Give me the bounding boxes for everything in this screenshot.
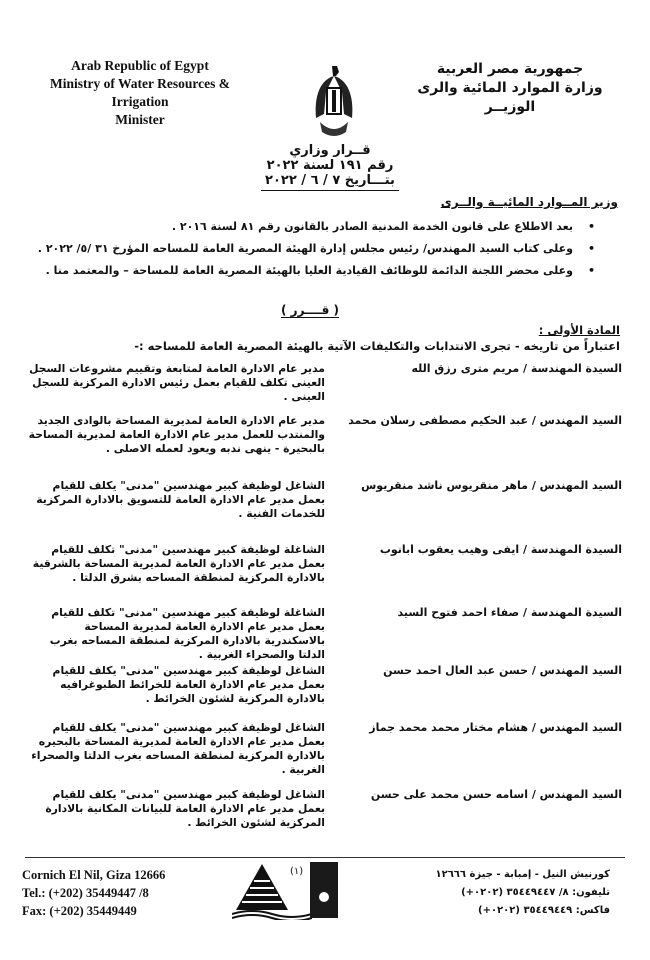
footer-divider [25,857,625,858]
assignment-desc: الشاغل لوظيفة كبير مهندسين "مدنى" يكلف للقيام بعمل مدير عام الادارة العامة للبيانات المكانية بالادارة المركزية لشئون الخرائط . [45,788,325,829]
minister-line: وزير المــوارد المائيــة والــرى [440,195,618,209]
assignee-name: السيد المهندس / عبد الحكيم مصطفى رسلان محمد [348,414,622,427]
header-english [20,57,260,129]
preamble-item: • بعد الاطلاع على قانون الخدمة المدنية الصادر بالقانون رقم ٨١ لسنة ٢٠١٦ . [171,220,595,233]
footer-fax: Fax: (+202) 35449449 [22,904,137,918]
assignee-name: السيدة المهندسة / ايفى وهيب يعقوب ابانوب [379,543,622,556]
assignee-name: السيد المهندس / ماهر منقريوس ناشد منقريوس [361,479,622,492]
assignee-name: السيد المهندس / اسامه حسن محمد على حسن [370,788,622,801]
header-ar-line: الوزيــر [484,99,536,115]
header-ar-line: وزارة الموارد المائية والرى [417,80,603,96]
assignment-desc: مدير عام الادارة العامة لمتابعة وتقييم مشروعات السجل العينى تكلف للقيام بعمل رئيس الادارة المركزية للسجل العينى . [29,362,325,403]
assignee-name: السيدة المهندسة / صفاء احمد فتوح السيد [397,606,622,619]
assignment-desc: الشاغل لوظيفة كبير مهندسين "مدنى" يكلف للقيام بعمل مدير عام الادارة العامة للخرائط الطبوغرافيه بالادارة المركزية لشئون الخرائط . [52,664,325,705]
assignee-name: السيدة المهندسة / مريم مترى رزق الله [411,362,622,375]
footer-english [22,866,165,920]
decree-header [230,143,430,191]
wordmark-block [310,862,338,918]
footer-fax-ar: فاكس: ٣٥٤٤٩٤٤٩ (٠٢٠٢+) [478,905,610,916]
decree-title: قــرار وزاري [289,143,371,158]
preamble-text: وعلى كتاب السيد المهندس/ رئيس مجلس إدارة الهيئة المصرية العامة للمساحه المؤرخ ٣١ /٥/ ٢٠٢٢ . [37,242,573,255]
header-en-line: Minister [115,112,165,127]
decree-date: بتـــاريخ ٧ / ٦ / ٢٠٢٢ [261,173,399,191]
preamble-list [35,216,595,282]
header-en-line: Ministry of Water Resources & Irrigation [50,76,230,109]
footer-tel-ar: تليفون: ٨/ ٣٥٤٤٩٤٤٧ (٠٢٠٢+) [461,887,610,898]
assignee-name: السيد المهندس / حسن عبد العال احمد حسن [383,664,622,677]
eagle-emblem-icon [310,62,358,142]
assignment-desc: الشاغلة لوظيفة كبير مهندسين "مدنى" تكلف للقيام بعمل مدير عام الادارة العامة لمديرية المساحة بالشرقية بالادارة المركزية لمنطقة المساحه بشرق الدلتا . [32,543,325,584]
decree-number: رقم ١٩١ لسنة ٢٠٢٢ [266,158,394,173]
assignment-desc: الشاغل لوظيفة كبير مهندسين "مدنى" يكلف للقيام بعمل مدير عام الادارة العامة للتسويق بالادارة المركزية للخدمات الفنية . [36,479,325,520]
assignment-desc: الشاغل لوظيفة كبير مهندسين "مدنى" يكلف للقيام بعمل مدير عام الادارة العامة لمديرية المساحة بالبحيره بالادارة المركزية لمنطقة المساحه بغرب الدلتا والصحراء الغربية . [31,721,325,776]
decided-text: ( قــــرر ) [281,303,339,317]
assignment-desc: الشاغلة لوظيفة كبير مهندسين "مدنى" تكلف للقيام بعمل مدير عام الادارة العامة لمديرية المساحة بالاسكندرية بالادارة المركزية لمنطقة المساحه بغرب الدلتا والصحراء الغربية . [49,606,325,661]
preamble-text: وعلى محضر اللجنة الدائمة للوظائف القيادية العليا بالهيئة المصرية العامة للمساحة – والمعتمد منا . [45,264,573,277]
preamble-item: • وعلى محضر اللجنة الدائمة للوظائف القيادية العليا بالهيئة المصرية العامة للمساحة – والمعتمد منا . [45,264,595,277]
article-intro: اعتباراً من تاريخه - تجرى الانتدابات والتكليفات الآتية بالهيئة المصرية العامة للمساحه :- [134,339,620,353]
article-one [134,322,620,354]
header-ar-line: جمهورية مصر العربية [436,61,584,77]
footer-tel: Tel.: (+202) 35449447 /8 [22,886,149,900]
preamble-text: بعد الاطلاع على قانون الخدمة المدنية الصادر بالقانون رقم ٨١ لسنة ٢٠١٦ . [171,220,573,233]
assignee-name: السيد المهندس / هشام مختار محمد محمد جماز [369,721,622,734]
footer-arabic [436,866,611,920]
footer-address-ar: كورنيش النيل - إمبابة - جيزة ١٢٦٦٦ [435,869,610,880]
article-title: المادة الأولى : [538,323,620,337]
header-arabic [410,60,610,117]
footer-logo [232,862,340,920]
preamble-item: • وعلى كتاب السيد المهندس/ رئيس مجلس إدارة الهيئة المصرية العامة للمساحه المؤرخ ٣١ /٥/ ٢٠٢٢ . [37,242,595,255]
assignment-desc: مدير عام الادارة العامة لمديرية المساحة بالوادى الجديد والمنتدب للعمل مدير عام الادارة العامة لمديرية المساحة بالبحيرة - ينهى ندبه ويعود لعمله الاصلى . [28,414,325,455]
page-number: (١) [290,866,304,877]
footer-address: Cornich El Nil, Giza 12666 [22,868,166,882]
header-en-line: Arab Republic of Egypt [71,58,209,73]
decided-heading [270,303,350,317]
